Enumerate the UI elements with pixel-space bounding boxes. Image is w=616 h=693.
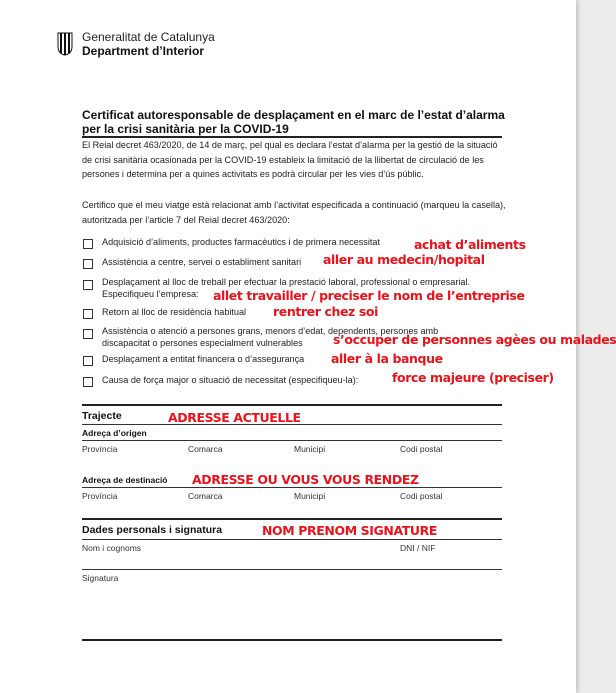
trajecte-heading: Trajecte — [82, 410, 122, 422]
destination-address-label: Adreça de destinació — [82, 475, 168, 485]
bottom-rule — [82, 639, 502, 641]
origin-address-field[interactable] — [82, 440, 502, 441]
destination-municipality-label: Municipi — [294, 491, 326, 501]
checkbox-bank[interactable] — [83, 356, 93, 366]
checkbox-food[interactable] — [83, 239, 93, 249]
signature-label: Signatura — [82, 573, 119, 583]
annotation-health: aller au medecin/hopital — [323, 252, 485, 267]
origin-municipality-label: Municipi — [294, 444, 326, 454]
annotation-return-home: rentrer chez soi — [273, 304, 379, 319]
option-health-label: Assistència a centre, servei o establiment sanitari — [102, 257, 302, 267]
destination-province-label: Província — [82, 491, 118, 501]
annotation-personal: NOM PRENOM SIGNATURE — [262, 523, 438, 538]
department-name: Department d’Interior — [82, 44, 205, 58]
destination-address-field[interactable] — [82, 487, 502, 488]
divider — [82, 424, 502, 425]
name-label: Nom i cognoms — [82, 543, 142, 553]
destination-comarca-label: Comarca — [188, 491, 223, 501]
signature-field[interactable] — [82, 569, 502, 570]
annotation-destination: ADRESSE OU VOUS VOUS RENDEZ — [192, 472, 419, 487]
checkbox-return-home[interactable] — [83, 309, 93, 319]
generalitat-logo-icon — [57, 32, 73, 56]
option-return-home-label: Retorn al lloc de residència habitual — [102, 307, 247, 317]
intro-paragraph: El Reial decret 463/2020, de 14 de març, pel qual es declara l’estat d’alarma per la gestió de la situació de crisi sanitària ocasionada per la COVID-19 estableix la limitació de la llibertat de circulació de les persones i determina per a quines activitats es podrà circular per les vies d’ús públic. — [82, 140, 498, 180]
personal-rule — [82, 518, 502, 520]
checkbox-care[interactable] — [83, 329, 93, 339]
annotation-work: allet travailler / preciser le nom de l’entreprise — [213, 288, 525, 303]
origin-comarca-label: Comarca — [188, 444, 223, 454]
destination-postal-code-label: Codi postal — [400, 491, 443, 501]
checkbox-force-majeure[interactable] — [83, 377, 93, 387]
annotation-food: achat d’aliments — [414, 237, 526, 252]
org-name: Generalitat de Catalunya — [82, 30, 215, 44]
certify-paragraph: Certifico que el meu viatge està relacionat amb l’activitat especificada a continuació (marqueu la casella), autoritzada per l’article 7 del Reial decret 463/2020: — [82, 200, 506, 225]
personal-heading: Dades personals i signatura — [82, 524, 223, 536]
origin-address-label: Adreça d’origen — [82, 428, 147, 438]
option-work-company-label: Especifiqueu l’empresa: — [102, 289, 199, 299]
option-care-label: Assistència o atenció a persones grans, menors d’edat, dependents, persones amb — [102, 326, 439, 336]
annotation-care: s’occuper de personnes agèes ou malades — [333, 332, 616, 347]
checkbox-health[interactable] — [83, 259, 93, 269]
option-work-label: Desplaçament al lloc de treball per efectuar la prestació laboral, professional o empresarial. — [102, 277, 470, 287]
checkbox-work[interactable] — [83, 280, 93, 290]
trajecte-rule — [82, 404, 502, 406]
origin-province-label: Província — [82, 444, 118, 454]
option-force-majeure-label: Causa de força major o situació de necessitat (especifiqueu-la): — [102, 375, 359, 385]
name-field[interactable] — [82, 539, 502, 540]
document-title: Certificat autoresponsable de desplaçament en el marc de l’estat d’alarma per la crisi sanitària per la COVID-19 — [82, 108, 505, 136]
option-bank-label: Desplaçament a entitat financera o d’assegurança — [102, 354, 305, 364]
option-care-label-line2: discapacitat o persones especialment vulnerables — [102, 338, 303, 348]
annotation-force-majeure: force majeure (preciser) — [392, 370, 554, 385]
annotation-current-address: ADRESSE ACTUELLE — [168, 410, 301, 425]
origin-postal-code-label: Codi postal — [400, 444, 443, 454]
option-food-label: Adquisició d’aliments, productes farmacèutics i de primera necessitat — [102, 237, 380, 247]
id-label: DNI / NIF — [400, 543, 436, 553]
annotation-bank: aller à la banque — [331, 351, 443, 366]
